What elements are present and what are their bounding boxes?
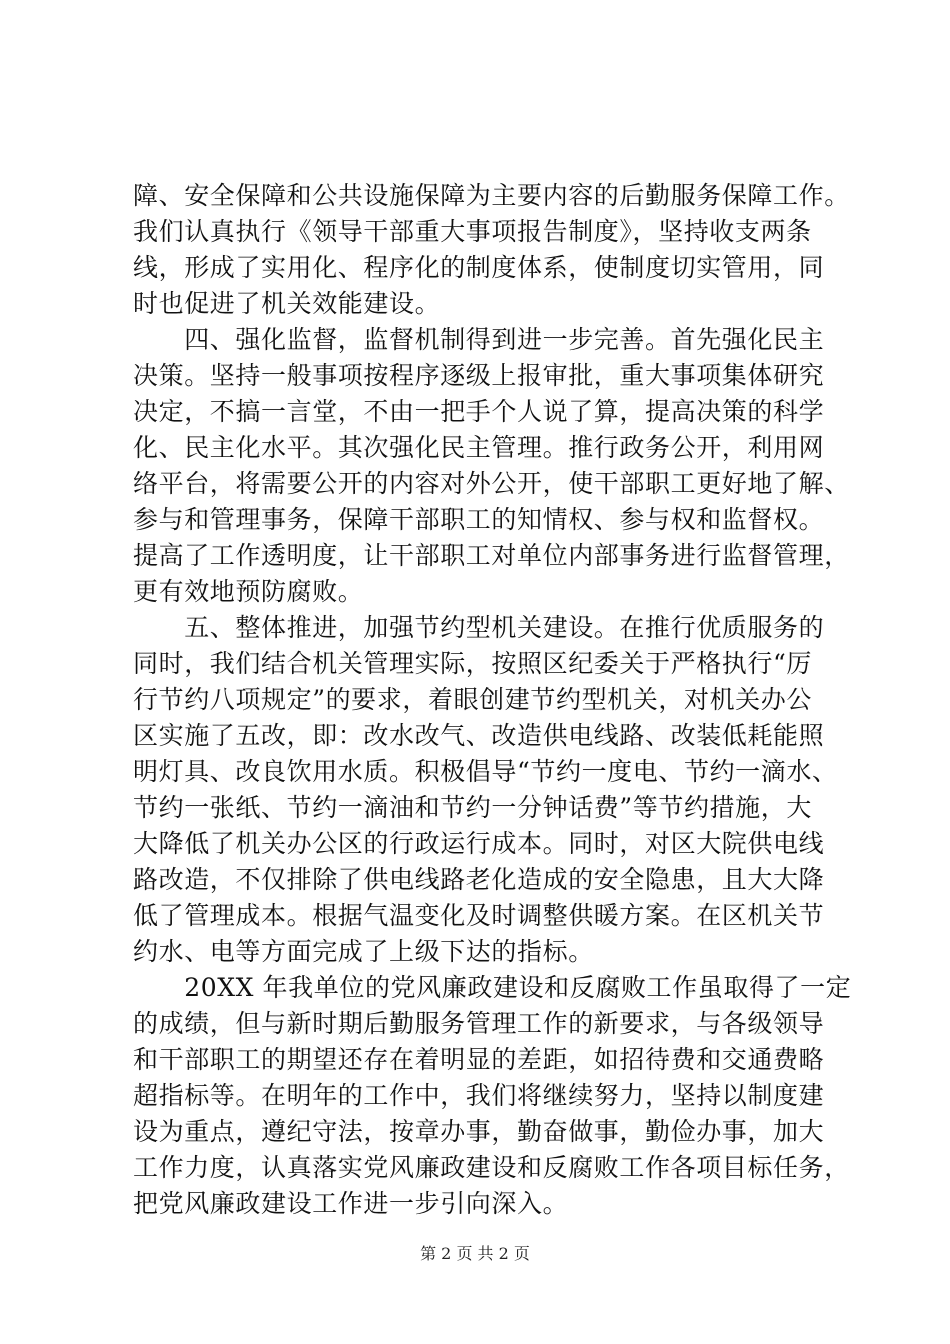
paragraph-line: 同时，我们结合机关管理实际，按照区纪委关于严格执行“厉 (133, 649, 812, 678)
paragraph-line: 五、整体推进，加强节约型机关建设。在推行优质服务的 (133, 613, 825, 642)
paragraph-line: 明灯具、改良饮用水质。积极倡导“节约一度电、节约一滴水、 (133, 757, 838, 786)
paragraph-line: 决定，不搞一言堂，不由一把手个人说了算，提高决策的科学 (133, 397, 825, 426)
paragraph-line: 决策。坚持一般事项按程序逐级上报审批，重大事项集体研究 (133, 361, 825, 390)
paragraph-line: 路改造，不仅排除了供电线路老化造成的安全隐患，且大大降 (133, 865, 825, 894)
paragraph-line: 区实施了五改，即：改水改气、改造供电线路、改装低耗能照 (133, 721, 825, 750)
paragraph-line: 四、强化监督，监督机制得到进一步完善。首先强化民主 (133, 325, 825, 354)
paragraph-line: 节约一张纸、节约一滴油和节约一分钟话费”等节约措施，大 (133, 793, 812, 822)
paragraph-line: 我们认真执行《领导干部重大事项报告制度》，坚持收支两条 (133, 217, 812, 246)
paragraph-line: 和干部职工的期望还存在着明显的差距，如招待费和交通费略 (133, 1045, 825, 1074)
paragraph-line: 超指标等。在明年的工作中，我们将继续努力，坚持以制度建 (133, 1081, 825, 1110)
paragraph-line: 的成绩，但与新时期后勤服务管理工作的新要求，与各级领导 (133, 1009, 825, 1038)
paragraph-line: 低了管理成本。根据气温变化及时调整供暖方案。在区机关节 (133, 901, 825, 930)
paragraph-line: 更有效地预防腐败。 (133, 577, 364, 606)
paragraph-line: 化、民主化水平。其次强化民主管理。推行政务公开，利用网 (133, 433, 825, 462)
paragraph-line: 提高了工作透明度，让干部职工对单位内部事务进行监督管理， (133, 541, 850, 570)
paragraph-line: 时也促进了机关效能建设。 (133, 289, 441, 318)
paragraph-line: 20XX 年我单位的党风廉政建设和反腐败工作虽取得了一定 (133, 973, 852, 1002)
paragraph-line: 线，形成了实用化、程序化的制度体系，使制度切实管用，同 (133, 253, 825, 282)
paragraph-line: 约水、电等方面完成了上级下达的指标。 (133, 937, 594, 966)
paragraph-line: 络平台，将需要公开的内容对外公开，使干部职工更好地了解、 (133, 469, 850, 498)
paragraph-line: 参与和管理事务，保障干部职工的知情权、参与权和监督权。 (133, 505, 825, 534)
paragraph-line: 把党风廉政建设工作进一步引向深入。 (133, 1189, 569, 1218)
paragraph-line: 工作力度，认真落实党风廉政建设和反腐败工作各项目标任务， (133, 1153, 850, 1182)
paragraph-line: 设为重点，遵纪守法，按章办事，勤奋做事，勤俭办事，加大 (133, 1117, 825, 1146)
page-number-footer: 第 2 页 共 2 页 (420, 1244, 530, 1263)
paragraph-line: 障、安全保障和公共设施保障为主要内容的后勤服务保障工作。 (133, 181, 850, 210)
paragraph-line: 行节约八项规定”的要求，着眼创建节约型机关，对机关办公 (133, 685, 812, 714)
paragraph-line: 大降低了机关办公区的行政运行成本。同时，对区大院供电线 (133, 829, 825, 858)
